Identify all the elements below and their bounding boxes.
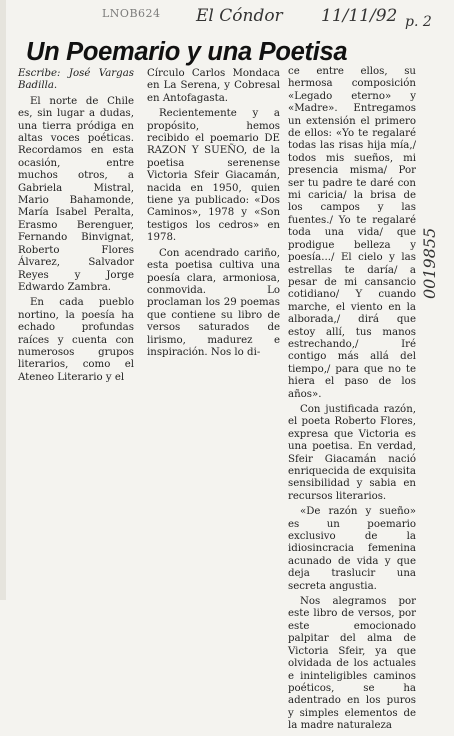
article-paragraph: El norte de Chile es, sin lugar a dudas, una tierra pródiga en altas voces poéticas. Recordamos en esta ocasión, entre muchos otros, a Gabriela Mistral, Mario Bahamonde, María Isabel Peralta, Erasmo Berenguer, Fernando Binvignat, Roberto Flores Álvarez, Salvador Reyes y Jorge Edwardo Zambra.: [18, 95, 134, 293]
article-column-1: [18, 68, 134, 387]
article-paragraph: Con justificada razón, el poeta Roberto Flores, expresa que Victoria es una poetisa. En verdad, Sfeir Giacamán nació enriquecida de exquisita sensibilidad y sabia en recursos literarios.: [288, 403, 416, 502]
archive-stamp-code: LNOB624: [102, 7, 161, 20]
article-column-2: [147, 68, 280, 362]
article-paragraph: ce entre ellos, su hermosa composición «Legado eterno» y «Madre». Entregamos un extensión el primero de ellos: «Yo te regalaré todas las risas hija mía,/ todos mis sueños, mi presencia misma/ Por ser tu padre te daré con mi caricia/ la brisa de los campos y las fuentes./ Yo te regalaré toda una vida/ que prodigue belleza y poesía.../ El cielo y las estrellas te daría/ a pesar de mi cansancio cotidiano/ Y cuando marche, el viento en la alborada,/ dirá que estoy allí, tus manos estrechando,/ Iré contigo más allá del tiempo,/ para que no te hiera el paso de los años».: [288, 66, 416, 400]
article-paragraph: Con acendrado cariño, esta poetisa cultiva una poesía clara, armoniosa, conmovida. Lo proclaman los 29 poemas que contiene su libro de versos saturados de lirismo, madurez e inspiración. Nos lo di-: [147, 247, 280, 358]
article-title: Un Poemario y una Poetisa: [26, 38, 348, 66]
article-paragraph: Círculo Carlos Mondaca en La Serena, y Cobresal en Antofagasta.: [147, 68, 280, 104]
handwritten-archive-number: 0019855: [420, 227, 439, 299]
article-paragraph: Recientemente y a propósito, hemos recibido el poemario DE RAZON Y SUEÑO, de la poetisa serenense Victoria Sfeir Giacamán, nacida en 1950, quien tiene ya publicado: «Dos Caminos», 1978 y «Son testigos los cedros» en 1978.: [147, 108, 280, 244]
article-column-3: [288, 66, 416, 736]
handwritten-newspaper-name: El Cóndor: [196, 6, 283, 26]
page-margin-shadow: [0, 0, 6, 600]
handwritten-date: 11/11/92: [321, 6, 398, 26]
handwritten-page-number: p. 2: [405, 14, 432, 30]
article-paragraph: «De razón y sueño» es un poemario exclusivo de la idiosincracia femenina acunado de vida y que deja traslucir una secreta angustia.: [288, 506, 416, 592]
article-paragraph: Nos alegramos por este libro de versos, por este emocionado palpitar del alma de Victoria Sfeir, ya que olvidada de los actuales e ininteligibles caminos poéticos, se ha adentrado en los puros y simples elementos de la madre naturaleza: [288, 596, 416, 732]
article-paragraph: En cada pueblo nortino, la poesía ha echado profundas raíces y cuenta con numerosos grupos literarios, como el Ateneo Literario y el: [18, 297, 134, 383]
article-byline: Escribe: José Vargas Badilla.: [18, 68, 134, 92]
